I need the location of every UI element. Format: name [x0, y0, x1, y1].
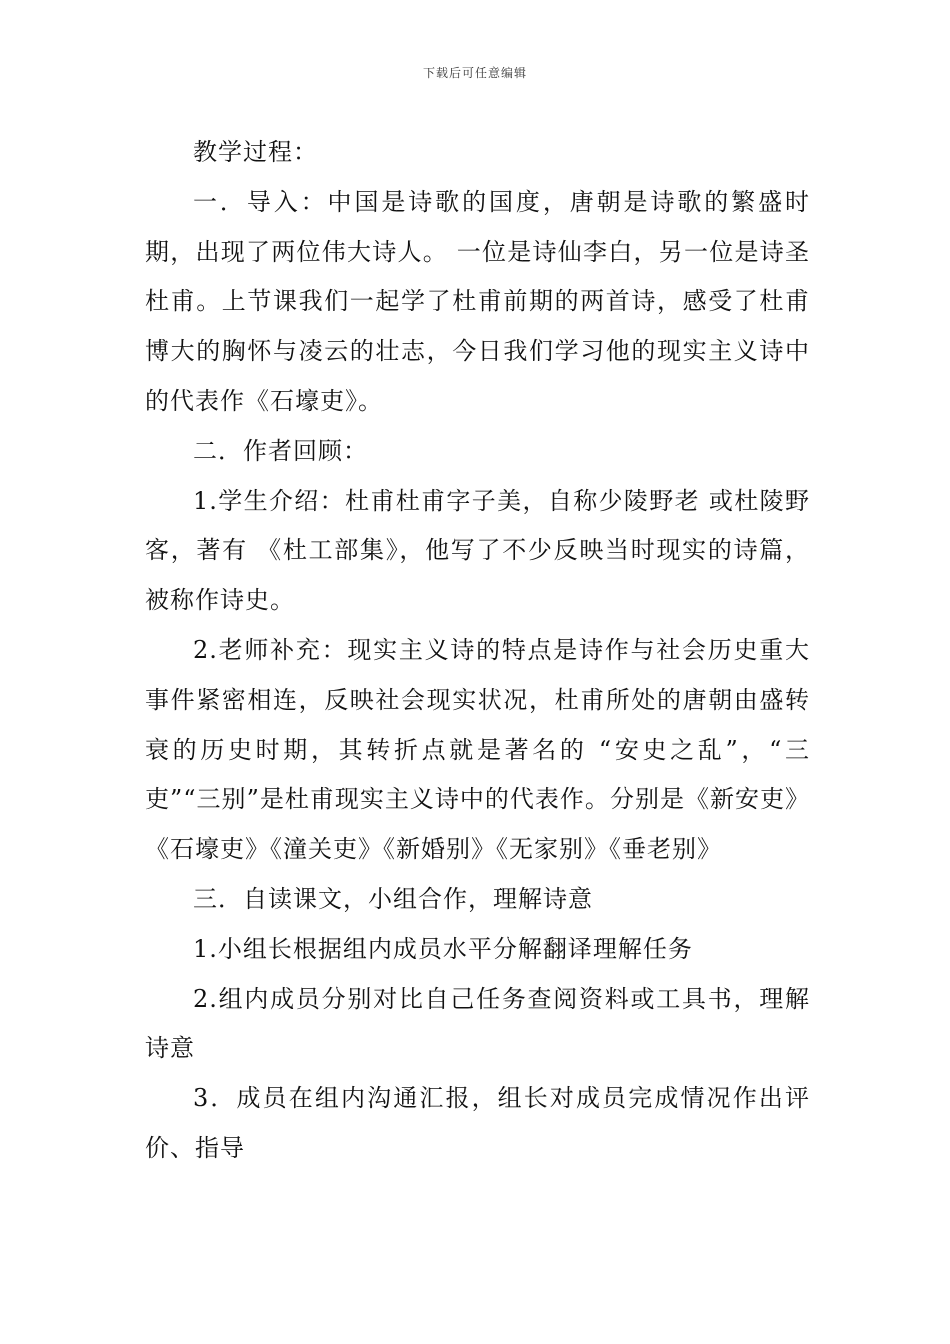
paragraph-introduction: 一．导入：中国是诗歌的国度，唐朝是诗歌的繁盛时期，出现了两位伟大诗人。 一位是诗仙李白，另一位是诗圣杜甫。上节课我们一起学了杜甫前期的两首诗，感受了杜甫博大的胸怀与凌云的壮志，今日我们学习他的现实主义诗中的代表作《石壕吏》。 — [145, 187, 810, 415]
paragraph-member-research: 2.组内成员分别对比自己任务查阅资料或工具书，理解诗意 — [145, 984, 810, 1063]
paragraph-author-review: 二．作者回顾： — [193, 436, 368, 465]
document-body — [145, 128, 810, 1174]
paragraph-teacher-supplement: 2.老师补充：现实主义诗的特点是诗作与社会历史重大事件紧密相连，反映社会现实状况，杜甫所处的唐朝由盛转衰的历史时期，其转折点就是著名的 “安史之乱”，“三吏”“三别”是杜甫现实主义诗中的代表作。分别是《新安吏》《石壕吏》《潼关吏》《新婚别》《无家别》《垂老别》 — [145, 635, 810, 864]
paragraph-self-reading: 三．自读课文，小组合作，理解诗意 — [193, 884, 593, 913]
paragraph-student-intro: 1.学生介绍：杜甫杜甫字子美，自称少陵野老 或杜陵野客，著有 《杜工部集》，他写了不少反映当时现实的诗篇，被称作诗史。 — [145, 486, 810, 615]
paragraph-group-leader-task: 1.小组长根据组内成员水平分解翻译理解任务 — [193, 934, 693, 963]
page-header: 下载后可任意编辑 — [422, 66, 527, 80]
paragraph-heading-process: 教学过程： — [193, 138, 318, 166]
paragraph-member-report: 3．成员在组内沟通汇报，组长对成员完成情况作出评价、指导 — [145, 1084, 810, 1162]
